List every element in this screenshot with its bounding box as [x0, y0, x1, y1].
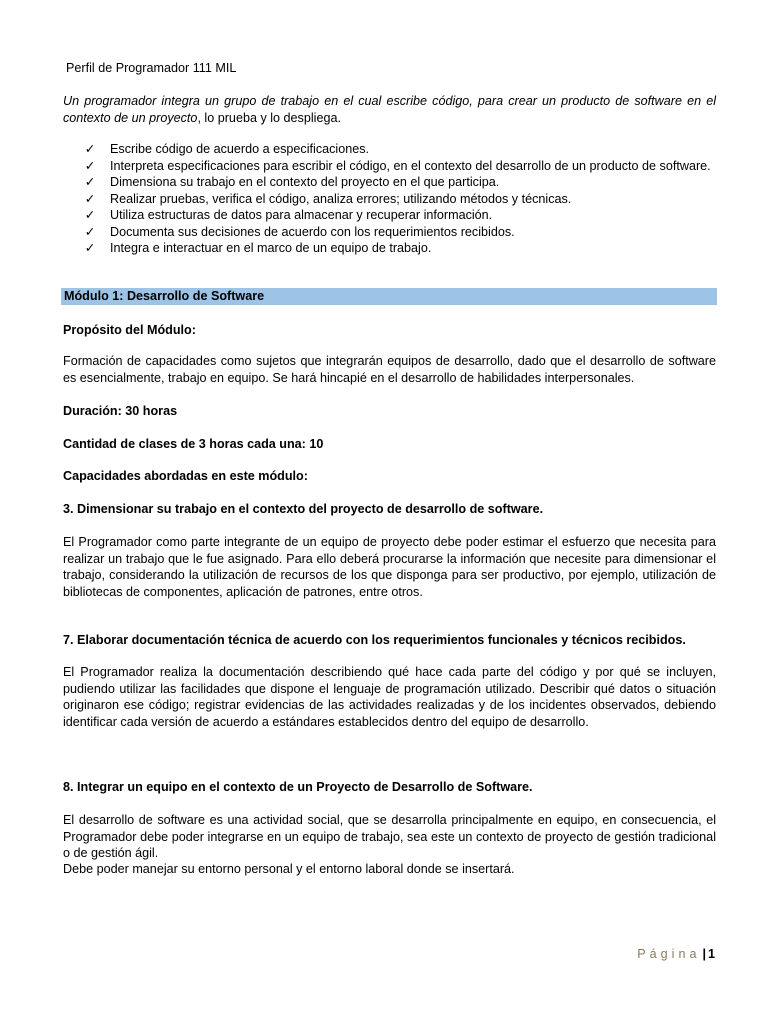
page-number: 1 [707, 947, 715, 961]
duration-text: Duración: 30 horas [63, 404, 178, 418]
checklist-item [63, 174, 716, 191]
classes-text: Cantidad de clases de 3 horas cada una: 10 [63, 437, 324, 451]
checkmark-icon: ✓ [84, 224, 96, 239]
profile-checklist [63, 141, 716, 257]
checkmark-icon: ✓ [84, 191, 96, 206]
capacities-heading: Capacidades abordadas en este módulo: [63, 469, 308, 483]
checkmark-icon: ✓ [84, 158, 96, 173]
page-label: Página [637, 947, 701, 961]
checklist-item-text: Escribe código de acuerdo a especificaciones. [110, 142, 370, 156]
checklist-item-text: Dimensiona su trabajo en el contexto del proyecto en el que participa. [110, 175, 500, 189]
checklist-item [63, 224, 716, 241]
module-title-bar: Módulo 1: Desarrollo de Software [61, 288, 717, 305]
intro-italic-text: Un programador integra un grupo de trabajo en el cual escribe código, para crear un producto de software en el contexto de un proyecto [63, 94, 716, 125]
capacity-7-paragraph: El Programador realiza la documentación describiendo qué hace cada parte del código y por qué se incluyen, pudiendo utilizar las facilidades que dispone el lenguaje de programación utilizado. Describir qué datos o situación originaron ese código; registrar evidencias de las actividades realizadas y de los incidentes observados, debiendo identificar cada versión de acuerdo a estándares establecidos dentro del equipo de desarrollo. [63, 665, 716, 729]
checklist-item-text: Integra e interactuar en el marco de un equipo de trabajo. [110, 241, 432, 255]
checkmark-icon: ✓ [84, 241, 96, 255]
checklist-item-text: Documenta sus decisiones de acuerdo con los requerimientos recibidos. [110, 224, 515, 239]
page-footer [637, 946, 715, 962]
checklist-item [63, 207, 716, 224]
capacity-3-heading: 3. Dimensionar su trabajo en el contexto del proyecto de desarrollo de software. [63, 502, 544, 516]
checklist-item-text: Interpreta especificaciones para escribir el código, en el contexto del desarrollo de un producto de software. [110, 158, 711, 173]
checkmark-icon: ✓ [84, 208, 96, 222]
purpose-paragraph: Formación de capacidades como sujetos que integrarán equipos de desarrollo, dado que el desarrollo de software es esencialmente, trabajo en equipo. Se hará hincapié en el desarrollo de habilidades interpersonales. [63, 354, 716, 385]
capacity-3-paragraph: El Programador como parte integrante de un equipo de proyecto debe poder estimar el esfuerzo que necesita para realizar un trabajo que le fue asignado. Para ello deberá procurarse la información que necesite para dimensionar el trabajo, considerando la utilización de recursos de los que disponga para ser productivo, por ejemplo, utilización de bibliotecas de componentes, aplicación de patrones, entre otros. [63, 535, 716, 599]
checklist-item [63, 240, 716, 257]
page-separator: | [702, 947, 706, 961]
checklist-item-text: Realizar pruebas, verifica el código, analiza errores; utilizando métodos y técnicas. [110, 191, 572, 206]
intro-paragraph [63, 93, 716, 126]
capacity-8-heading: 8. Integrar un equipo en el contexto de un Proyecto de Desarrollo de Software. [63, 780, 533, 794]
checklist-item [63, 141, 716, 158]
capacity-8-paragraph: El desarrollo de software es una actividad social, que se desarrolla principalmente en equipo, en consecuencia, el Programador debe poder integrarse en un equipo de trabajo, sea este un contexto de proyecto de gestión tradicional o de gestión ágil. [63, 813, 716, 860]
capacity-7-heading: 7. Elaborar documentación técnica de acuerdo con los requerimientos funcionales y técnicos recibidos. [63, 633, 686, 647]
checkmark-icon: ✓ [84, 175, 96, 189]
checklist-item [63, 191, 716, 208]
checkmark-icon: ✓ [84, 142, 96, 156]
checklist-item [63, 158, 716, 175]
checklist-item-text: Utiliza estructuras de datos para almacenar y recuperar información. [110, 208, 493, 222]
document-title: Perfil de Programador 111 MIL [66, 61, 237, 75]
capacity-8-paragraph-2: Debe poder manejar su entorno personal y el entorno laboral donde se insertará. [63, 862, 515, 876]
intro-rest-text: , lo prueba y lo despliega. [197, 110, 341, 125]
purpose-heading: Propósito del Módulo: [63, 323, 196, 337]
